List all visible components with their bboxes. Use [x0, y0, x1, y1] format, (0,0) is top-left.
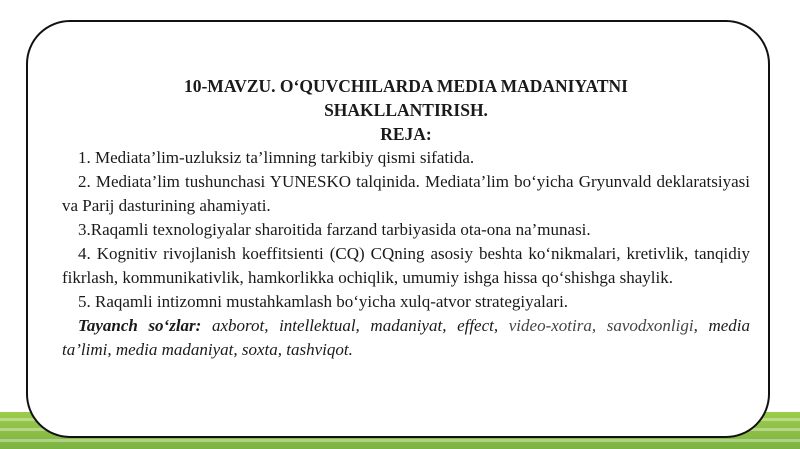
keywords-paragraph — [62, 314, 750, 362]
plan-item-2: 2. Mediata’lim tushunchasi YUNESKO talqinida. Mediata’lim bo‘yicha Gryunvald deklaratsiyasi va Parij dasturining ahamiyati. — [62, 172, 750, 215]
keywords-text-1: axborot, intellektual, madaniyat, effect, — [201, 316, 509, 335]
slide-card — [26, 20, 770, 438]
title-line-1: 10-MAVZU. O‘QUVCHILARDA MEDIA MADANIYATNI — [183, 76, 628, 96]
title-line-2: SHAKLLANTIRISH. — [324, 100, 488, 120]
bar-stripe — [0, 439, 800, 442]
plan-item-5: 5. Raqamli intizomni mustahkamlash bo‘yicha xulq-atvor strategiyalari. — [78, 292, 569, 311]
keywords-text-2: video-xotira, savodxonligi — [508, 316, 694, 335]
plan-item-3: 3.Raqamli texnologiyalar sharoitida farzand tarbiyasida ota-ona na’munasi. — [78, 220, 591, 239]
plan-item-1: 1. Mediata’lim-uzluksiz ta’limning tarkibiy qismi sifatida. — [78, 148, 475, 167]
slide-title — [62, 74, 750, 146]
keywords-text-3: , media ta’limi, media madaniyat, soxta, tashviqot. — [62, 316, 750, 359]
keywords-label: Tayanch so‘zlar: — [78, 316, 202, 335]
plan-heading: REJA: — [380, 124, 432, 144]
plan-item-4: 4. Kognitiv rivojlanish koeffitsienti (CQ) CQning asosiy beshta ko‘nikmalari, kretivlik, tanqidiy fikrlash, kommunikativlik, hamkorlikka ochiqlik, umumiy ishga hissa qo‘shishga shaylik. — [62, 244, 750, 287]
